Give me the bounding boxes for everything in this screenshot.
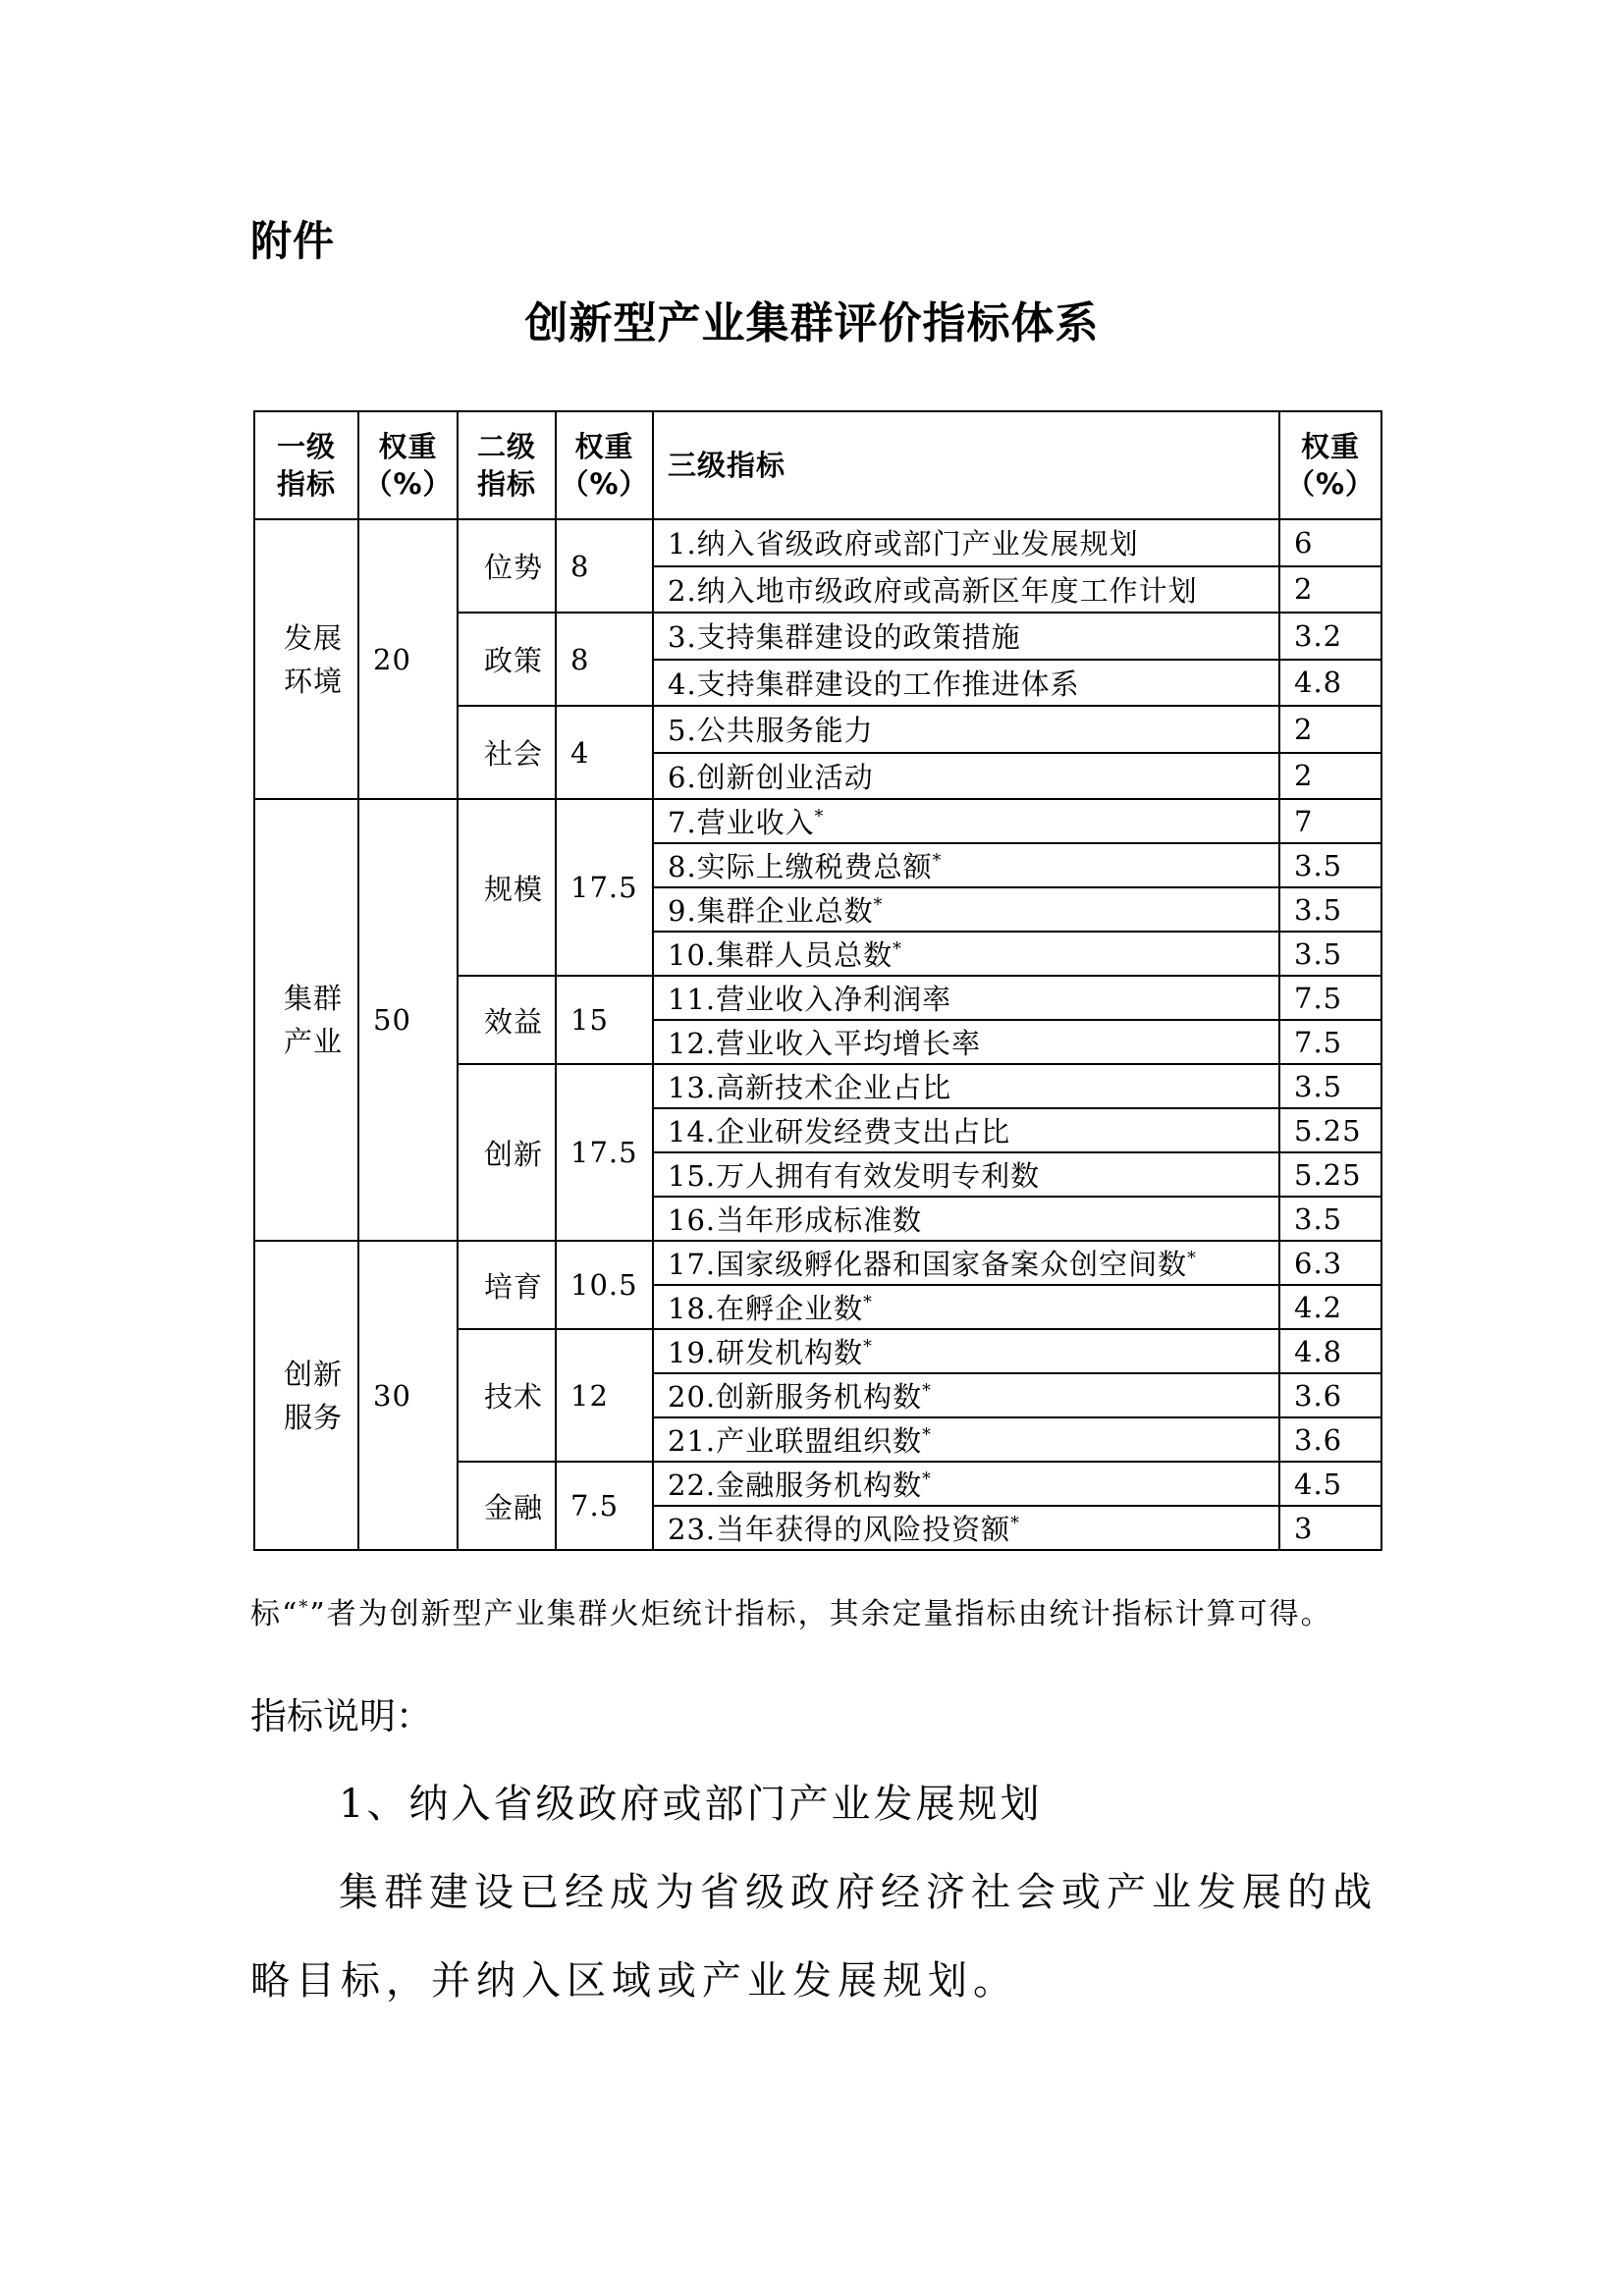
indicator-name-cell bbox=[653, 1197, 1279, 1241]
indicator-name: 20.创新服务机构数 bbox=[668, 1380, 923, 1414]
header-level1-line1: 一级 bbox=[276, 430, 336, 463]
header-level1-line2: 指标 bbox=[276, 467, 336, 501]
level2-name-cell: 规模 bbox=[458, 799, 556, 976]
header-level2-line2: 指标 bbox=[476, 467, 536, 501]
indicator-name-cell bbox=[653, 1285, 1279, 1329]
level2-name-cell: 技术 bbox=[458, 1329, 556, 1462]
torch-statistic-mark: * bbox=[893, 939, 902, 960]
level2-weight-cell: 12 bbox=[556, 1329, 653, 1462]
header-weight2-line2: （%） bbox=[560, 467, 649, 501]
indicator-name: 10.集群人员总数 bbox=[668, 938, 893, 972]
torch-statistic-mark: * bbox=[863, 1337, 873, 1358]
level2-name-cell: 创新 bbox=[458, 1064, 556, 1241]
level2-weight-cell: 17.5 bbox=[556, 1064, 653, 1241]
header-weight1-line1: 权重 bbox=[378, 430, 438, 463]
indicator-name-cell bbox=[653, 887, 1279, 932]
indicator-name-cell bbox=[653, 976, 1279, 1020]
level1-weight-cell: 20 bbox=[358, 519, 458, 799]
indicator-name: 21.产业联盟组织数 bbox=[668, 1424, 923, 1458]
indicator-name: 7.营业收入 bbox=[668, 806, 815, 839]
level2-weight-cell: 4 bbox=[556, 706, 653, 799]
level2-name-cell: 位势 bbox=[458, 519, 556, 613]
indicator-weight-cell: 3.6 bbox=[1279, 1417, 1381, 1462]
level2-name-cell: 效益 bbox=[458, 976, 556, 1064]
indicator-name-cell bbox=[653, 1152, 1279, 1197]
level1-name-line: 发展 bbox=[283, 620, 343, 655]
indicator-name: 18.在孵企业数 bbox=[668, 1292, 864, 1325]
indicator-weight-cell: 3.6 bbox=[1279, 1373, 1381, 1417]
indicator-name: 2.纳入地市级政府或高新区年度工作计划 bbox=[668, 573, 1198, 608]
level2-weight-cell: 17.5 bbox=[556, 799, 653, 976]
header-level3-label: 三级指标 bbox=[668, 449, 786, 482]
level1-weight-cell: 30 bbox=[358, 1241, 458, 1550]
footnote-text: ”者为创新型产业集群火炬统计指标，其余定量指标由统计指标计算可得。 bbox=[309, 1597, 1332, 1631]
indicator-name: 3.支持集群建设的政策措施 bbox=[668, 620, 1021, 655]
torch-statistic-mark: * bbox=[873, 895, 884, 916]
header-weight1 bbox=[358, 411, 458, 519]
indicator-weight-cell: 4.8 bbox=[1279, 660, 1381, 707]
level1-name-line: 集群 bbox=[283, 982, 343, 1015]
indicator-name: 5.公共服务能力 bbox=[668, 714, 874, 748]
level1-name-line: 创新 bbox=[283, 1357, 343, 1391]
indicator-name-cell bbox=[653, 1462, 1279, 1506]
torch-statistic-mark: * bbox=[863, 1293, 873, 1313]
header-level3 bbox=[653, 411, 1279, 519]
indicator-name: 6.创新创业活动 bbox=[668, 760, 874, 794]
indicator-name: 17.国家级孵化器和国家备案众创空间数 bbox=[668, 1248, 1188, 1281]
torch-statistic-mark: * bbox=[932, 851, 943, 872]
explanation-item-title: 1、纳入省级政府或部门产业发展规划 bbox=[339, 1782, 1043, 1827]
footnote-mark: * bbox=[298, 1597, 310, 1618]
header-weight3-line2: （%） bbox=[1285, 467, 1376, 501]
level1-name-cell bbox=[254, 519, 358, 799]
indicator-name-cell bbox=[653, 566, 1279, 614]
level2-weight-cell: 15 bbox=[556, 976, 653, 1064]
indicator-name-cell bbox=[653, 519, 1279, 566]
indicator-name: 16.当年形成标准数 bbox=[668, 1203, 923, 1237]
indicator-weight-cell: 5.25 bbox=[1279, 1152, 1381, 1197]
level2-weight-cell: 7.5 bbox=[556, 1462, 653, 1550]
indicator-weight-cell: 4.8 bbox=[1279, 1329, 1381, 1373]
indicator-name: 19.研发机构数 bbox=[668, 1336, 864, 1369]
indicator-name: 1.纳入省级政府或部门产业发展规划 bbox=[668, 527, 1139, 561]
level2-weight-cell: 8 bbox=[556, 519, 653, 613]
torch-statistic-mark: * bbox=[922, 1469, 932, 1490]
indicator-name: 8.实际上缴税费总额 bbox=[668, 850, 933, 883]
indicator-weight-cell: 3 bbox=[1279, 1506, 1381, 1550]
indicator-weight-cell: 5.25 bbox=[1279, 1108, 1381, 1152]
level1-name-cell bbox=[254, 1241, 358, 1550]
level1-name-line: 服务 bbox=[283, 1400, 343, 1434]
explanation-paragraph: 集群建设已经成为省级政府经济社会或产业发展的战略目标，并纳入区域或产业发展规划。 bbox=[250, 1870, 1378, 2003]
indicator-name: 15.万人拥有有效发明专利数 bbox=[668, 1159, 1041, 1193]
indicator-name: 4.支持集群建设的工作推进体系 bbox=[668, 667, 1080, 701]
indicator-name-cell bbox=[653, 799, 1279, 843]
indicator-weight-cell: 3.2 bbox=[1279, 613, 1381, 660]
indicator-name: 13.高新技术企业占比 bbox=[668, 1071, 952, 1104]
indicator-name: 11.营业收入净利润率 bbox=[668, 983, 952, 1016]
torch-statistic-mark: * bbox=[1010, 1514, 1020, 1534]
indicator-name: 22.金融服务机构数 bbox=[668, 1468, 923, 1502]
indicator-weight-cell: 3.5 bbox=[1279, 887, 1381, 932]
indicator-name-cell bbox=[653, 1241, 1279, 1285]
level1-name-line: 产业 bbox=[283, 1025, 343, 1058]
table-header-row bbox=[254, 411, 1381, 519]
level1-weight-cell: 50 bbox=[358, 799, 458, 1241]
indicator-weight-cell: 7.5 bbox=[1279, 1020, 1381, 1064]
header-weight3 bbox=[1279, 411, 1381, 519]
indicator-table bbox=[253, 410, 1382, 1551]
indicator-name-cell bbox=[653, 1020, 1279, 1064]
indicator-weight-cell: 4.2 bbox=[1279, 1285, 1381, 1329]
footnote-prefix: 标“ bbox=[250, 1597, 299, 1631]
indicator-weight-cell: 3.5 bbox=[1279, 1064, 1381, 1108]
attachment-label: 附件 bbox=[250, 217, 336, 265]
indicator-weight-cell: 3.5 bbox=[1279, 932, 1381, 976]
indicator-name-cell bbox=[653, 613, 1279, 660]
indicator-weight-cell: 7 bbox=[1279, 799, 1381, 843]
indicator-weight-cell: 3.5 bbox=[1279, 843, 1381, 887]
table-row bbox=[254, 519, 1381, 566]
indicator-name-cell bbox=[653, 1417, 1279, 1462]
indicator-weight-cell: 6.3 bbox=[1279, 1241, 1381, 1285]
indicator-name: 23.当年获得的风险投资额 bbox=[668, 1513, 1011, 1546]
indicator-name-cell bbox=[653, 1108, 1279, 1152]
table-body bbox=[254, 519, 1381, 1550]
indicator-name-cell bbox=[653, 706, 1279, 753]
indicator-name-cell bbox=[653, 932, 1279, 976]
header-weight2-line1: 权重 bbox=[574, 430, 634, 463]
indicator-name: 9.集群企业总数 bbox=[668, 894, 874, 928]
header-weight2 bbox=[556, 411, 653, 519]
header-weight1-line2: （%） bbox=[363, 467, 453, 501]
indicator-name-cell bbox=[653, 1373, 1279, 1417]
indicator-name-cell bbox=[653, 1064, 1279, 1108]
table-row bbox=[254, 799, 1381, 843]
torch-statistic-mark: * bbox=[922, 1381, 932, 1402]
header-weight3-line1: 权重 bbox=[1300, 430, 1360, 463]
level2-name-cell: 社会 bbox=[458, 706, 556, 799]
indicator-name-cell bbox=[653, 660, 1279, 707]
level1-name-cell bbox=[254, 799, 358, 1241]
table-footnote bbox=[250, 1595, 1332, 1634]
header-level2-line1: 二级 bbox=[476, 430, 536, 463]
level2-name-cell: 金融 bbox=[458, 1462, 556, 1550]
indicator-name-cell bbox=[653, 1506, 1279, 1550]
header-level1 bbox=[254, 411, 358, 519]
torch-statistic-mark: * bbox=[922, 1425, 932, 1446]
level2-weight-cell: 8 bbox=[556, 613, 653, 706]
indicator-weight-cell: 2 bbox=[1279, 753, 1381, 800]
indicator-name-cell bbox=[653, 753, 1279, 800]
indicator-name: 12.营业收入平均增长率 bbox=[668, 1027, 982, 1060]
indicator-weight-cell: 4.5 bbox=[1279, 1462, 1381, 1506]
document-title: 创新型产业集群评价指标体系 bbox=[524, 298, 1100, 348]
indicator-weight-cell: 2 bbox=[1279, 566, 1381, 614]
level2-weight-cell: 10.5 bbox=[556, 1241, 653, 1329]
indicator-name: 14.企业研发经费支出占比 bbox=[668, 1115, 1011, 1148]
indicator-weight-cell: 3.5 bbox=[1279, 1197, 1381, 1241]
level2-name-cell: 培育 bbox=[458, 1241, 556, 1329]
table-row bbox=[254, 1241, 1381, 1285]
torch-statistic-mark: * bbox=[1187, 1249, 1197, 1269]
indicator-weight-cell: 6 bbox=[1279, 519, 1381, 566]
level2-name-cell: 政策 bbox=[458, 613, 556, 706]
indicator-name-cell bbox=[653, 843, 1279, 887]
indicator-weight-cell: 2 bbox=[1279, 706, 1381, 753]
indicator-weight-cell: 7.5 bbox=[1279, 976, 1381, 1020]
level1-name-line: 环境 bbox=[283, 664, 343, 698]
explanation-heading: 指标说明： bbox=[250, 1695, 432, 1737]
indicator-name-cell bbox=[653, 1329, 1279, 1373]
torch-statistic-mark: * bbox=[814, 807, 825, 828]
header-level2 bbox=[458, 411, 556, 519]
